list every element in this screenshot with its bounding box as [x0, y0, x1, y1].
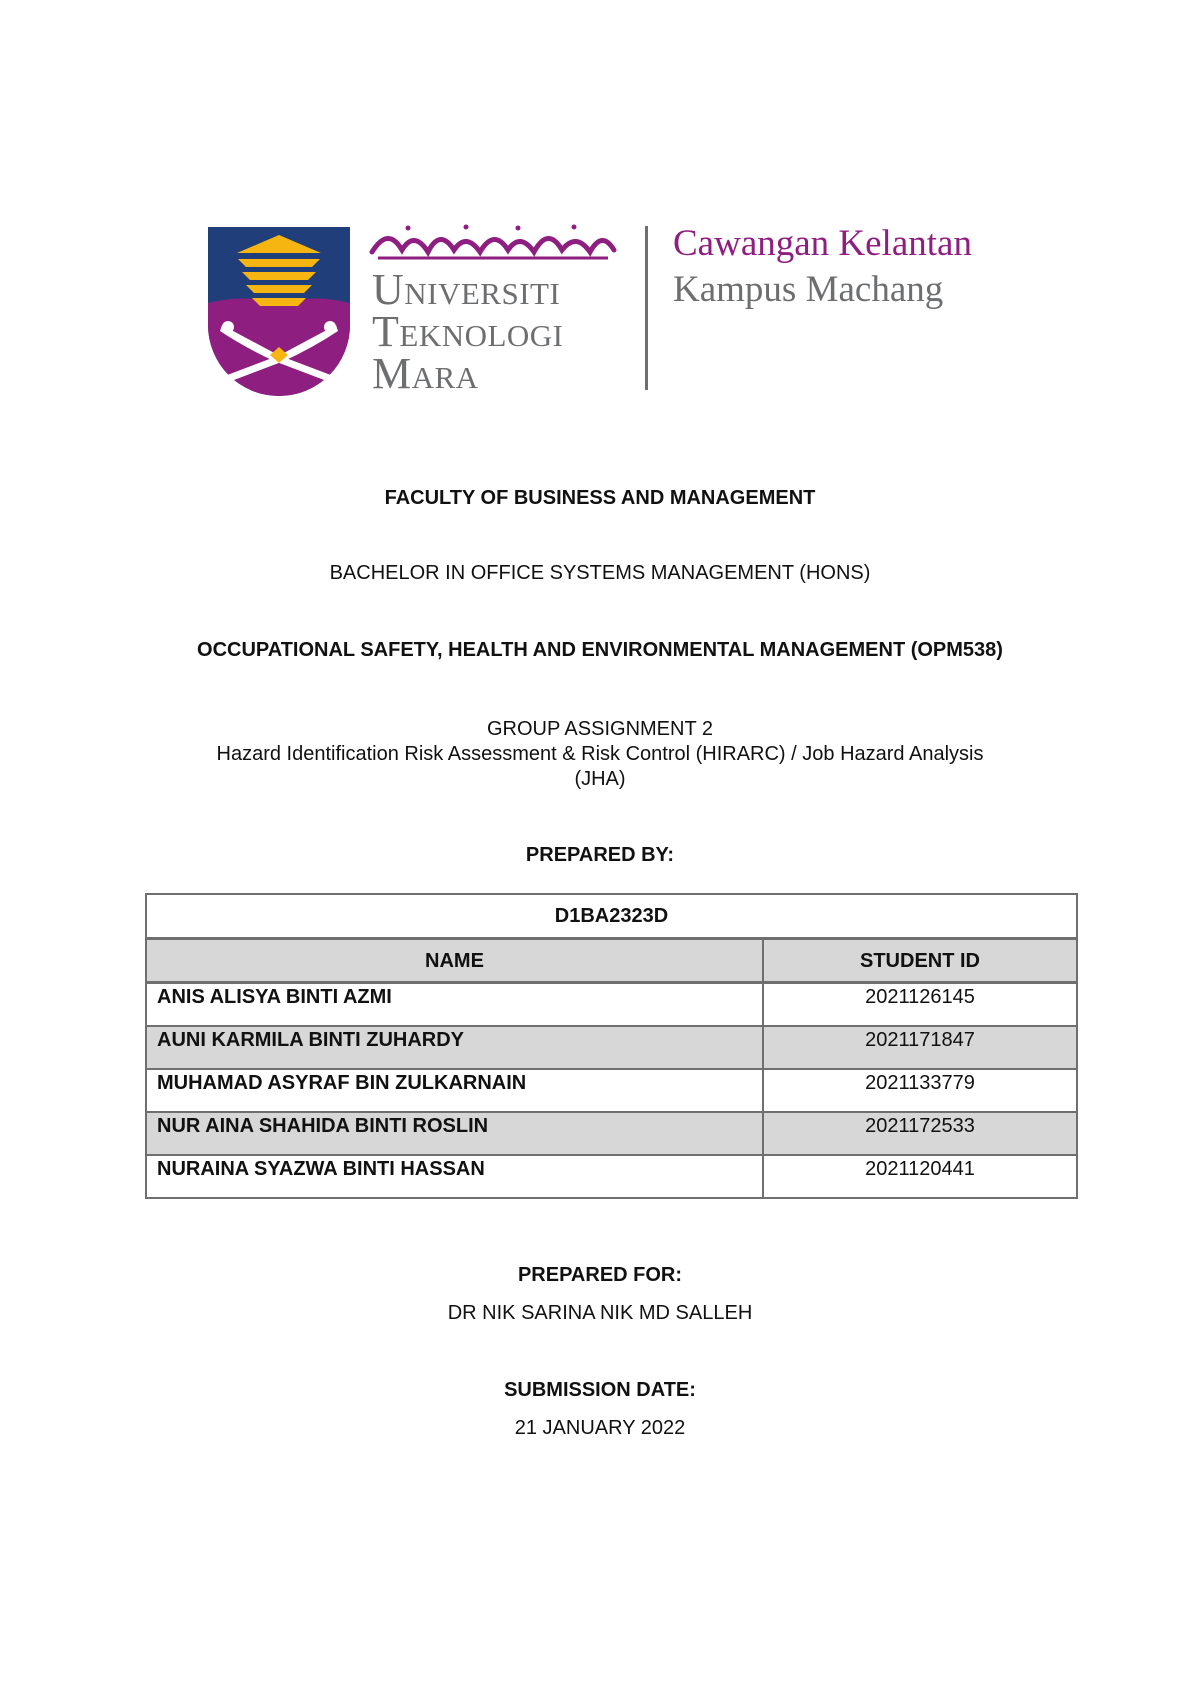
member-name: MUHAMAD ASYRAF BIN ZULKARNAIN [146, 1069, 763, 1112]
submission-date-label: SUBMISSION DATE: [504, 1379, 696, 1401]
table-header-row [146, 939, 1077, 983]
member-name: NUR AINA SHAHIDA BINTI ROSLIN [146, 1112, 763, 1155]
prepared-for-label: PREPARED FOR: [517, 1264, 683, 1286]
jawi-script-graphic [368, 222, 618, 264]
faculty-name: FACULTY OF BUSINESS AND MANAGEMENT [384, 487, 816, 509]
member-student-id: 2021120441 [763, 1155, 1077, 1198]
assignment-subtitle: Hazard Identification Risk Assessment & Risk Control (HIRARC) / Job Hazard Analysis [216, 743, 984, 765]
logo-jawi-script [368, 222, 618, 264]
logo-branch-name: Cawangan Kelantan [673, 223, 972, 264]
member-student-id: 2021171847 [763, 1026, 1077, 1069]
group-code-row [146, 894, 1077, 939]
logo-word-teknologi: Teknologi [372, 307, 564, 356]
member-student-id: 2021133779 [763, 1069, 1077, 1112]
column-header-student-id: STUDENT ID [763, 939, 1077, 983]
member-name: ANIS ALISYA BINTI AZMI [146, 983, 763, 1027]
table-row [146, 1112, 1077, 1155]
assignment-title: GROUP ASSIGNMENT 2 [487, 718, 713, 740]
group-code: D1BA2323D [146, 894, 1077, 939]
member-student-id: 2021126145 [763, 983, 1077, 1027]
logo-campus-name: Kampus Machang [673, 269, 944, 310]
member-student-id: 2021172533 [763, 1112, 1077, 1155]
group-members-table [145, 893, 1078, 1199]
programme-name: BACHELOR IN OFFICE SYSTEMS MANAGEMENT (HONS) [329, 562, 871, 584]
member-name: AUNI KARMILA BINTI ZUHARDY [146, 1026, 763, 1069]
table-row [146, 1026, 1077, 1069]
member-name: NURAINA SYAZWA BINTI HASSAN [146, 1155, 763, 1198]
assignment-subtitle-continued: (JHA) [574, 768, 626, 790]
logo-word-mara: Mara [372, 349, 479, 398]
column-header-name: NAME [146, 939, 763, 983]
uitm-emblem-icon [208, 227, 350, 401]
submission-date: 21 JANUARY 2022 [514, 1417, 686, 1439]
course-name: OCCUPATIONAL SAFETY, HEALTH AND ENVIRONMENTAL MANAGEMENT (OPM538) [197, 639, 1003, 661]
logo-word-universiti: Universiti [372, 265, 561, 314]
table-row [146, 1155, 1077, 1198]
lecturer-name: DR NIK SARINA NIK MD SALLEH [447, 1302, 753, 1324]
logo-divider [645, 226, 648, 390]
uitm-logo [208, 222, 1008, 402]
table-row [146, 983, 1077, 1027]
table-row [146, 1069, 1077, 1112]
prepared-by-label: PREPARED BY: [525, 844, 675, 866]
